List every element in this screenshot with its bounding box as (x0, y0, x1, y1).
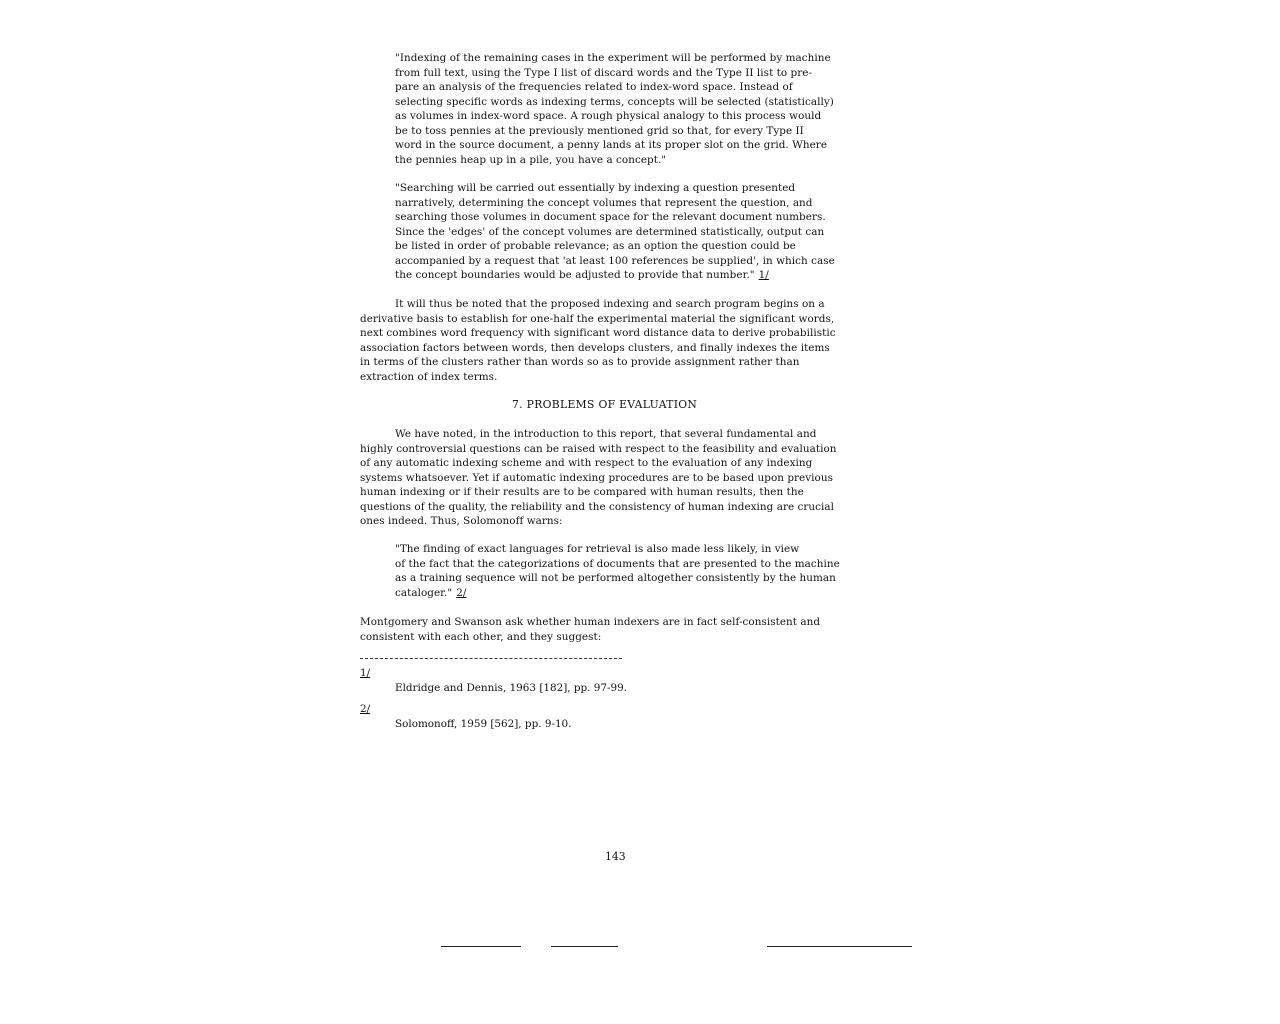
footnote-ref-1[interactable]: 1/ (758, 269, 769, 281)
text-line: Since the 'edges' of the concept volumes are determined statistically, output can (395, 225, 825, 238)
text-line: highly controversial questions can be raised with respect to the feasibility and evaluation (360, 442, 837, 455)
text-line (395, 586, 840, 601)
text-line-content: cataloger." (395, 586, 453, 599)
text-line: pare an analysis of the frequencies related to index-word space. Instead of (395, 81, 793, 93)
text-line: "The finding of exact languages for retrieval is also made less likely, in view (395, 543, 800, 555)
footnote-ref-2[interactable]: 2/ (456, 586, 467, 599)
text-line: in terms of the clusters rather than words so as to provide assignment rather than (360, 356, 800, 368)
text-line: ones indeed. Thus, Solomonoff warns: (360, 515, 563, 527)
text-line: systems whatsoever. Yet if automatic indexing procedures are to be based upon previous (360, 471, 833, 484)
scan-artifact-line (551, 946, 618, 947)
text-line (395, 268, 835, 283)
text-line: the pennies heap up in a pile, you have a concept." (395, 153, 667, 166)
scan-artifact-line (767, 946, 912, 947)
text-line: from full text, using the Type I list of discard words and the Type II list to pre- (395, 66, 813, 79)
footnote-text-1: Eldridge and Dennis, 1963 [182], pp. 97-99. (395, 682, 628, 694)
text-line: narratively, determining the concept volumes that represent the question, and (395, 196, 813, 209)
block-quote-searching (395, 181, 835, 283)
text-line: association factors between words, then develops clusters, and finally indexes the items (360, 341, 830, 354)
paragraph-montgomery (360, 615, 820, 644)
text-line: next combines word frequency with significant word distance data to derive probabilistic (360, 327, 836, 339)
block-quote-solomonoff (395, 542, 840, 600)
text-line: consistent with each other, and they suggest: (360, 630, 602, 643)
text-line: Montgomery and Swanson ask whether human indexers are in fact self-consistent and (360, 616, 821, 628)
text-line: human indexing or if their results are to be compared with human results, then the (360, 486, 804, 498)
block-quote-indexing (395, 51, 834, 167)
text-line: "Indexing of the remaining cases in the experiment will be performed by machine (395, 52, 831, 64)
text-line: extraction of index terms. (360, 370, 498, 383)
paragraph-program-summary (360, 297, 836, 384)
text-line: as volumes in index-word space. A rough physical analogy to this process would (395, 110, 822, 122)
text-line: accompanied by a request that 'at least 100 references be supplied', in which case (395, 254, 835, 267)
section-heading: 7. PROBLEMS OF EVALUATION (512, 398, 698, 411)
text-line: questions of the quality, the reliability and the consistency of human indexing are crucial (360, 500, 835, 513)
text-line: as a training sequence will not be performed altogether consistently by the human (395, 572, 836, 584)
text-line: be listed in order of probable relevance; as an option the question could be (395, 240, 796, 252)
text-line-content: the concept boundaries would be adjusted to provide that number." (395, 269, 755, 281)
footnote-text-2: Solomonoff, 1959 [562], pp. 9-10. (395, 718, 572, 730)
text-line: "Searching will be carried out essentially by indexing a question presented (395, 182, 796, 194)
text-line: derivative basis to establish for one-half the experimental material the significant words, (360, 312, 835, 325)
paragraph-evaluation (360, 427, 837, 529)
scan-artifact-line (441, 946, 521, 947)
footnote-mark-2: 2/ (360, 703, 371, 715)
text-line: It will thus be noted that the proposed indexing and search program begins on a (395, 298, 825, 310)
text-line: of the fact that the categorizations of documents that are presented to the machine (395, 557, 840, 570)
footnote-mark-1: 1/ (360, 667, 371, 679)
text-line: of any automatic indexing scheme and with respect to the evaluation of any indexing (360, 457, 813, 469)
text-line: word in the source document, a penny lands at its proper slot on the grid. Where (395, 139, 828, 151)
text-line: We have noted, in the introduction to this report, that several fundamental and (395, 428, 817, 440)
text-line: searching those volumes in document space for the relevant document numbers. (395, 211, 826, 223)
page-number: 143 (605, 850, 626, 863)
text-line: selecting specific words as indexing terms, concepts will be selected (statistically) (395, 95, 834, 108)
footnote-divider (360, 658, 622, 659)
text-line: be to toss pennies at the previously mentioned grid so that, for every Type II (395, 124, 804, 137)
